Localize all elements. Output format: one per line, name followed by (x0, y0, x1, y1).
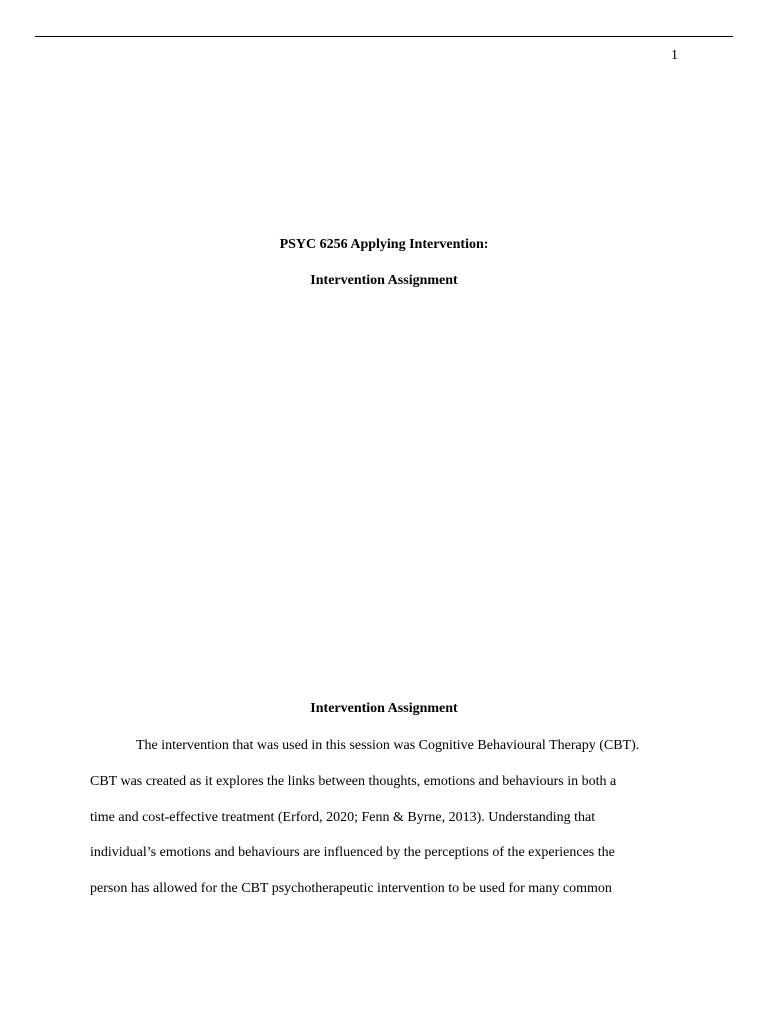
paragraph-line: CBT was created as it explores the links between thoughts, emotions and behaviours in both a (90, 773, 617, 789)
document-title: PSYC 6256 Applying Intervention: (279, 237, 489, 252)
paragraph-line: person has allowed for the CBT psychotherapeutic intervention to be used for many common (90, 881, 612, 897)
paragraph-line: time and cost-effective treatment (Erford, 2020; Fenn & Byrne, 2013). Understanding that (90, 809, 596, 825)
body-paragraph (90, 728, 690, 907)
document-subtitle: Intervention Assignment (310, 273, 458, 288)
page-number: 1 (671, 48, 678, 63)
header-rule (35, 36, 733, 37)
paragraph-line: individual’s emotions and behaviours are influenced by the perceptions of the experiences the (90, 845, 615, 861)
section-heading: Intervention Assignment (310, 701, 458, 716)
paragraph-line: The intervention that was used in this session was Cognitive Behavioural Therapy (CBT). (136, 738, 640, 753)
